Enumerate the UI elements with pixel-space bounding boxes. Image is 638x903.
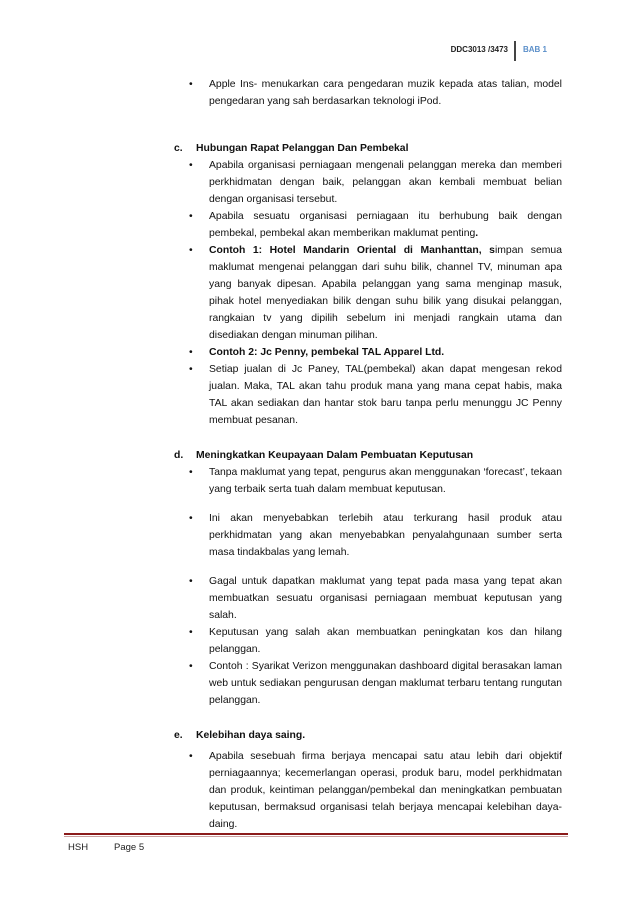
section-title: Meningkatkan Keupayaan Dalam Pembuatan Keputusan xyxy=(196,450,474,461)
list-item xyxy=(174,76,562,110)
list-item xyxy=(174,242,562,344)
bullet-icon: • xyxy=(189,211,193,222)
bullet-text-main: Apabila sesuatu organisasi perniagaan itu berhubung baik dengan pembekal, pembekal akan memberikan maklumat penting xyxy=(209,211,562,239)
bullet-icon: • xyxy=(189,751,193,762)
course-code: DDC3013 /3473 xyxy=(450,45,508,54)
bullet-text: Setiap jualan di Jc Paney, TAL(pembekal) akan dapat mengesan rekod jualan. Maka, TAL akan tahu produk mana yang mana cepat habis, maka TAL akan sediakan dan hantar stok baru tanpa perlu menunggu JC Penny membuat pesanan. xyxy=(209,364,562,426)
list-item xyxy=(174,510,562,561)
bullet-icon: • xyxy=(189,347,193,358)
section-letter: e. xyxy=(174,730,183,741)
chapter-label: BAB 1 xyxy=(523,45,548,54)
bullet-icon: • xyxy=(189,661,193,672)
bullet-text: Gagal untuk dapatkan maklumat yang tepat pada masa yang tepat akan membuatkan sesuatu organisasi perniagaan membuat keputusan yang salah. xyxy=(209,576,562,621)
page-header xyxy=(0,40,638,60)
list-item xyxy=(174,208,562,242)
section-title: Kelebihan daya saing. xyxy=(196,730,306,741)
bullet-icon: • xyxy=(189,364,193,375)
list-item xyxy=(174,573,562,624)
bullet-icon: • xyxy=(189,627,193,638)
footer-page-number: Page 5 xyxy=(114,842,145,853)
bullet-icon: • xyxy=(189,576,193,587)
example-title: Contoh 2: Jc Penny, pembekal TAL Apparel Ltd. xyxy=(209,347,445,358)
header-divider xyxy=(514,41,516,61)
list-item xyxy=(174,361,562,429)
bullet-text: Apple Ins- menukarkan cara pengedaran muzik kepada atas talian, model pengedaran yang sah berdasarkan teknologi iPod. xyxy=(209,79,562,107)
bullet-text: Contoh : Syarikat Verizon menggunakan dashboard digital berasakan laman web untuk sediakan pengurusan dengan maklumat terbaru tentang rungutan pelanggan. xyxy=(209,661,562,706)
section-letter: c. xyxy=(174,143,183,154)
bullet-text-end: . xyxy=(475,228,479,239)
bullet-icon: • xyxy=(189,160,193,171)
bullet-text xyxy=(209,242,562,344)
section-heading-e xyxy=(174,727,562,744)
list-item xyxy=(174,157,562,208)
bullet-text: Keputusan yang salah akan membuatkan peningkatan kos dan hilang pelanggan. xyxy=(209,627,562,655)
bullet-text: Apabila sesebuah firma berjaya mencapai satu atau lebih dari objektif perniagaannya; kecemerlangan operasi, produk baru, model perkhidmatan dan produk, keintiman pelanggan/pembekal dan meningkatkan pembuatan keputusan, bermaksud organisasi telah berjaya mencapai kelebihan daya-daing. xyxy=(209,751,562,830)
example-body: impan semua maklumat mengenai pelanggan dari suhu bilik, channel TV, minuman apa yang banyak dipesan. Apabila pelanggan yang sama menginap masuk, pihak hotel menyediakan bilik dengan suhu bilik yang disukai pelanggan, rangkaian tv yang dipilih sebelum ini menjadi rangkain utama dan disediakan dengan minuman pilihan. xyxy=(209,245,562,341)
bullet-icon: • xyxy=(189,467,193,478)
bullet-text: Tanpa maklumat yang tepat, pengurus akan menggunakan ‘forecast’, tekaan yang terbaik serta tuah dalam membuat keputusan. xyxy=(209,467,562,495)
section-letter: d. xyxy=(174,450,184,461)
footer-rule xyxy=(64,833,568,835)
list-item xyxy=(174,624,562,658)
list-item xyxy=(174,344,562,361)
bullet-icon: • xyxy=(189,513,193,524)
list-item xyxy=(174,464,562,498)
list-item xyxy=(174,658,562,709)
bullet-icon: • xyxy=(189,79,193,90)
bullet-text: Apabila organisasi perniagaan mengenali pelanggan mereka dan memberi perkhidmatan dengan baik, pelanggan akan kembali membuat belian dengan organisasi tersebut. xyxy=(209,160,562,205)
section-title: Hubungan Rapat Pelanggan Dan Pembekal xyxy=(196,143,409,154)
page-body xyxy=(174,76,562,833)
example-title: Contoh 1: Hotel Mandarin Oriental di Manhanttan, s xyxy=(209,245,495,256)
list-item xyxy=(174,748,562,833)
bullet-text xyxy=(209,208,562,242)
bullet-icon: • xyxy=(189,245,193,256)
section-heading-d xyxy=(174,447,562,464)
section-heading-c xyxy=(174,140,562,157)
footer-author: HSH xyxy=(68,842,89,853)
footer-rule-thin xyxy=(64,836,568,837)
bullet-text: Ini akan menyebabkan terlebih atau terkurang hasil produk atau perkhidmatan yang akan menyebabkan penyalahgunaan sumber serta masa tindakbalas yang lemah. xyxy=(209,513,562,558)
